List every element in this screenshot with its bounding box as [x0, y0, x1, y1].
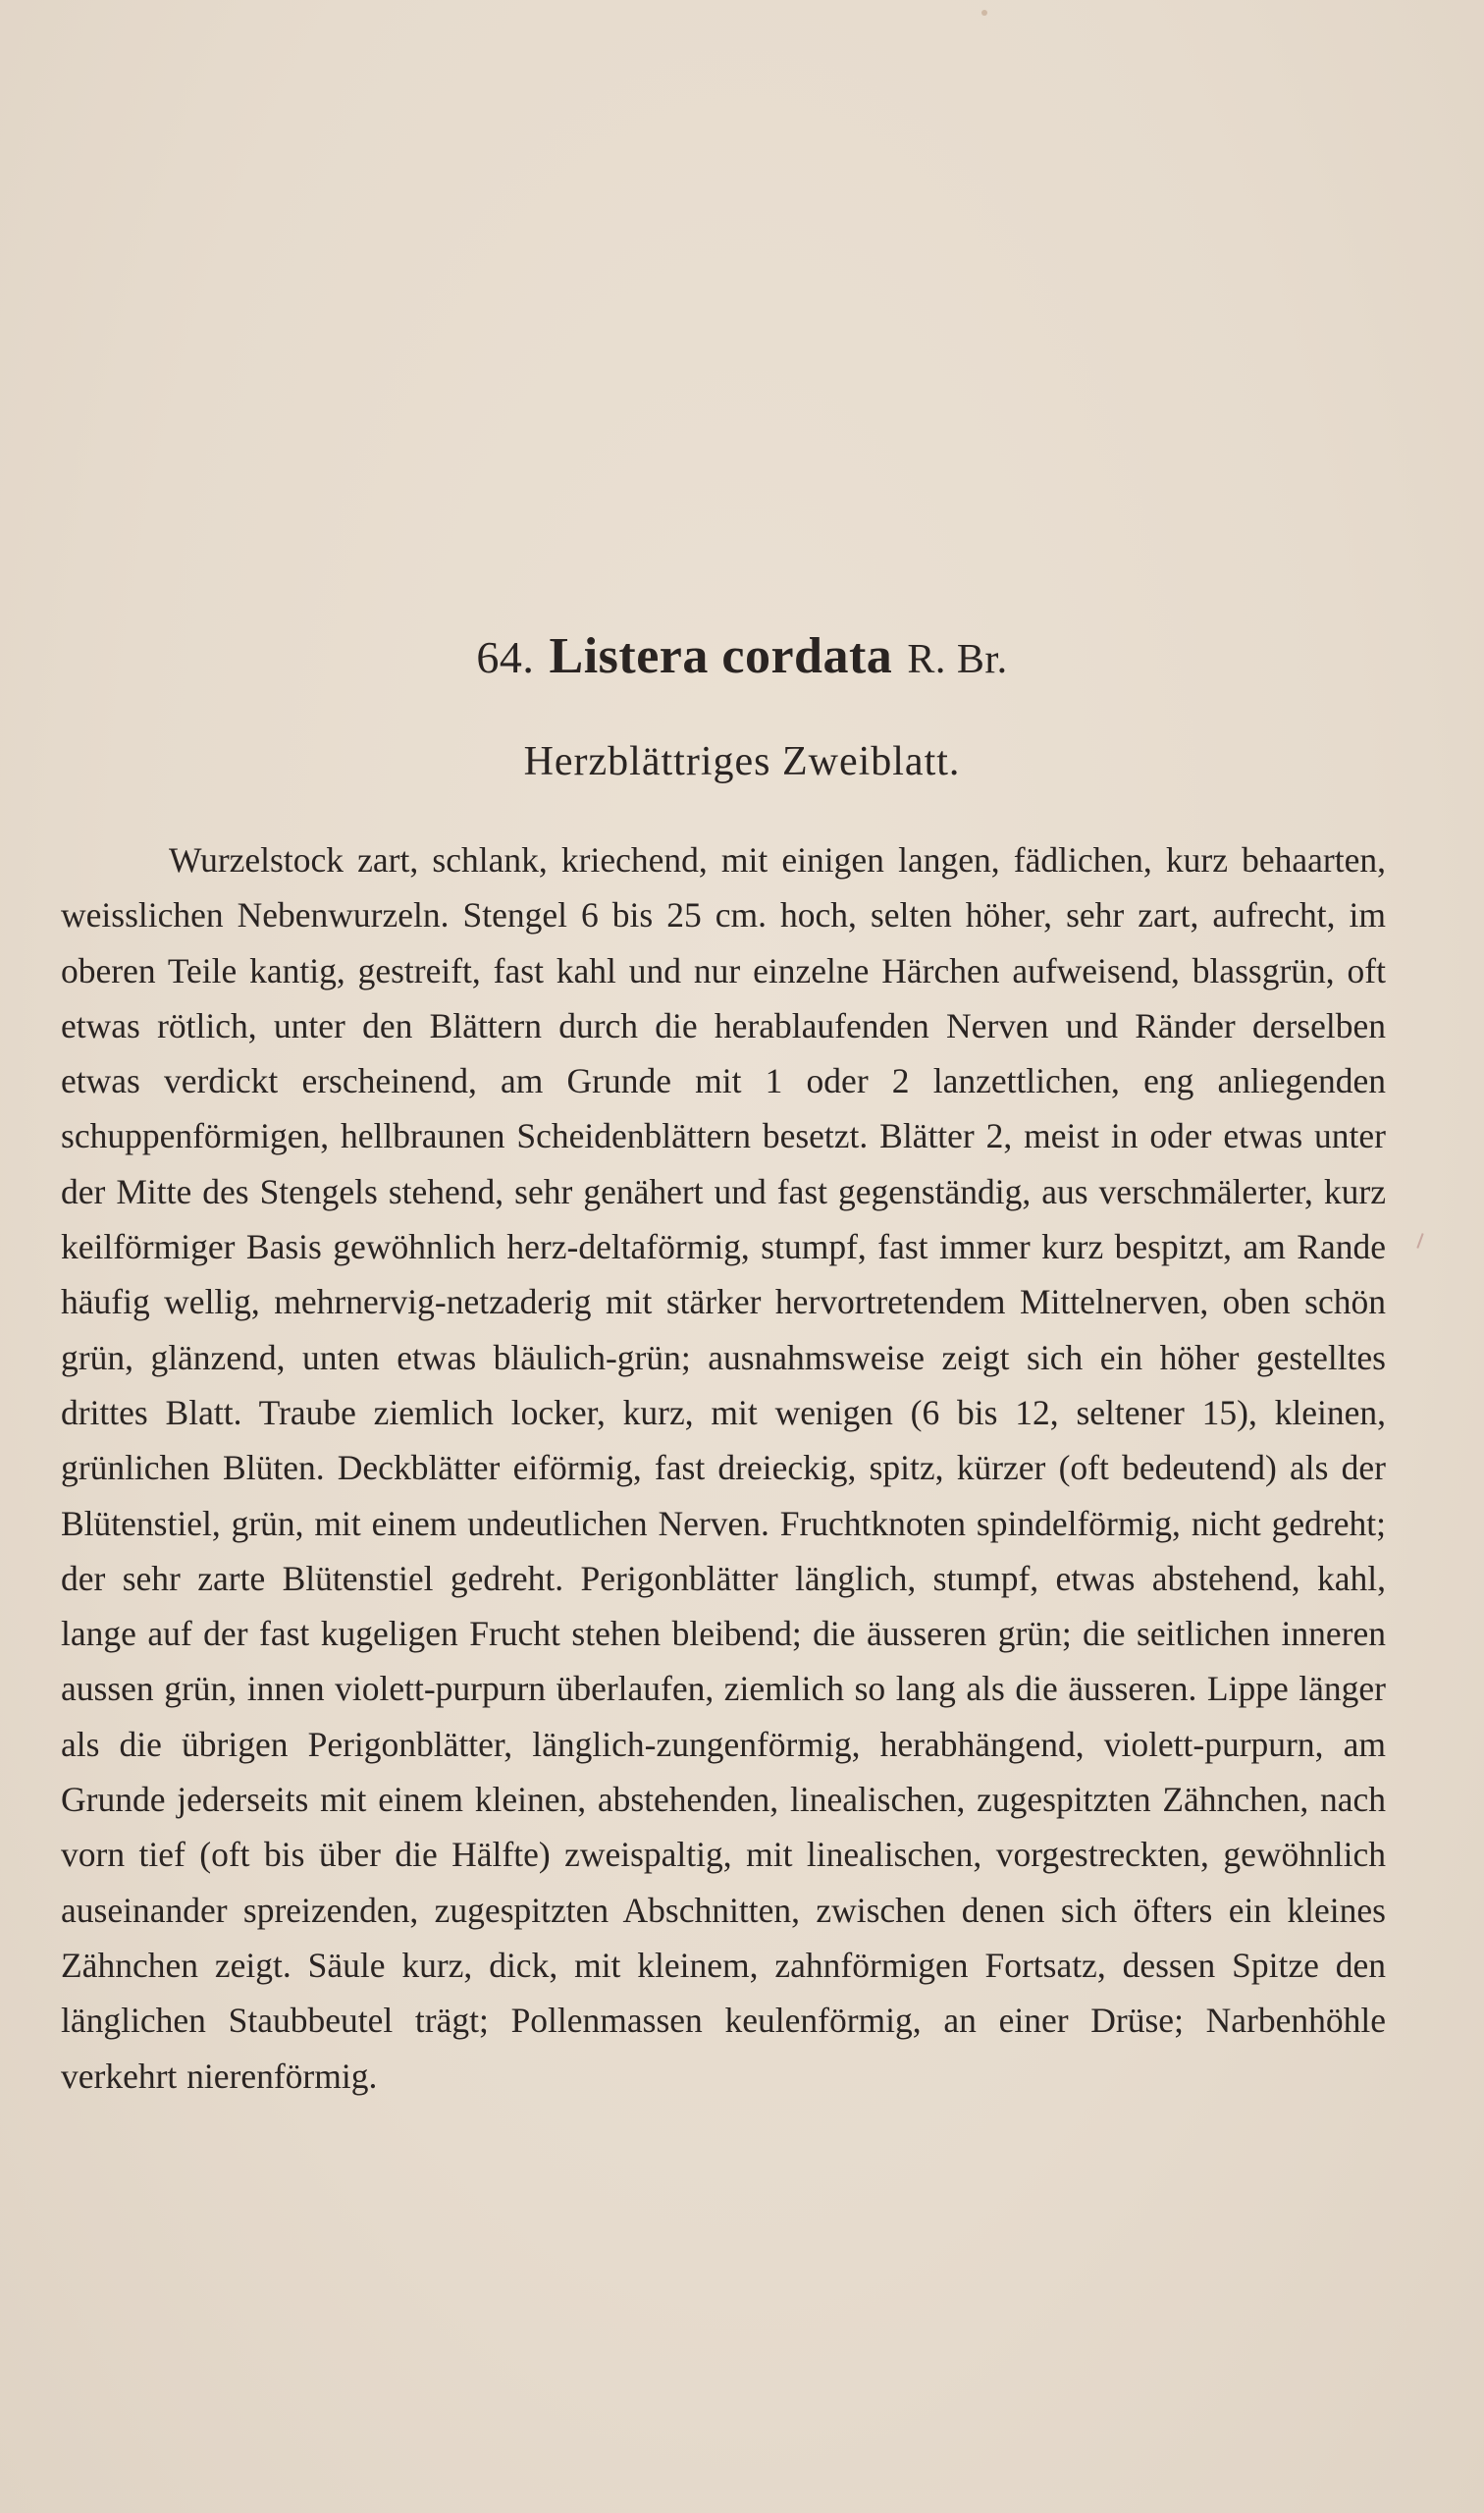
- species-description: Wurzelstock zart, schlank, kriechend, mit einigen langen, fädlichen, kurz behaarten, weisslichen Nebenwurzeln. Stengel 6 bis 25 cm. hoch, selten höher, sehr zart, aufrecht, im oberen Teile kantig, gestreift, fast kahl und nur einzelne Härchen aufweisend, blassgrün, oft etwas rötlich, unter den Blättern durch die herablaufenden Nerven und Ränder derselben etwas verdickt erscheinend, am Grunde mit 1 oder 2 lanzettlichen, eng anliegenden schuppenförmigen, hellbraunen Scheidenblättern besetzt. Blätter 2, meist in oder etwas unter der Mitte des Stengels stehend, sehr genähert und fast gegenständig, aus verschmälerter, kurz keilförmiger Basis gewöhnlich herz-deltaförmig, stumpf, fast immer kurz bespitzt, am Rande häufig wellig, mehrnervig-netzaderig mit stärker hervortretendem Mittelnerven, oben schön grün, glänzend, unten etwas bläulich-grün; ausnahmsweise zeigt sich ein höher gestelltes drittes Blatt. Traube ziemlich locker, kurz, mit wenigen (6 bis 12, seltener 15), kleinen, grünlichen Blüten. Deckblätter eiförmig, fast dreieckig, spitz, kürzer (oft bedeutend) als der Blütenstiel, grün, mit einem undeutlichen Nerven. Fruchtknoten spindelförmig, nicht gedreht; der sehr zarte Blütenstiel gedreht. Perigonblätter länglich, stumpf, etwas abstehend, kahl, lange auf der fast kugeligen Frucht stehen bleibend; die äusseren grün; die seitlichen inneren aussen grün, innen violett-purpurn überlaufen, ziemlich so lang als die äusseren. Lippe länger als die übrigen Perigonblätter, länglich-zungenförmig, herabhängend, violett-purpurn, am Grunde jederseits mit einem kleinen, abstehenden, linealischen, zugespitzten Zähnchen, nach vorn tief (oft bis über die Hälfte) zweispaltig, mit linealischen, vorgestreckten, gewöhnlich auseinander spreizenden, zugespitzten Abschnitten, zwischen denen sich öfters ein kleines Zähnchen zeigt. Säule kurz, dick, mit kleinem, zahnförmigen Fortsatz, dessen Spitze den länglichen Staubbeutel trägt; Pollenmassen keulenförmig, an einer Drüse; Narbenhöhle verkehrt nierenförmig.: [61, 840, 1386, 2096]
- species-heading: [0, 626, 1484, 687]
- species-number: 64.: [476, 632, 535, 682]
- species-name: Listera cordata: [549, 628, 893, 684]
- common-name: Herzblättriges Zweiblatt.: [523, 739, 961, 784]
- margin-mark: [1416, 1233, 1423, 1249]
- species-author: R. Br.: [907, 637, 1008, 682]
- paper-speck: [981, 10, 987, 16]
